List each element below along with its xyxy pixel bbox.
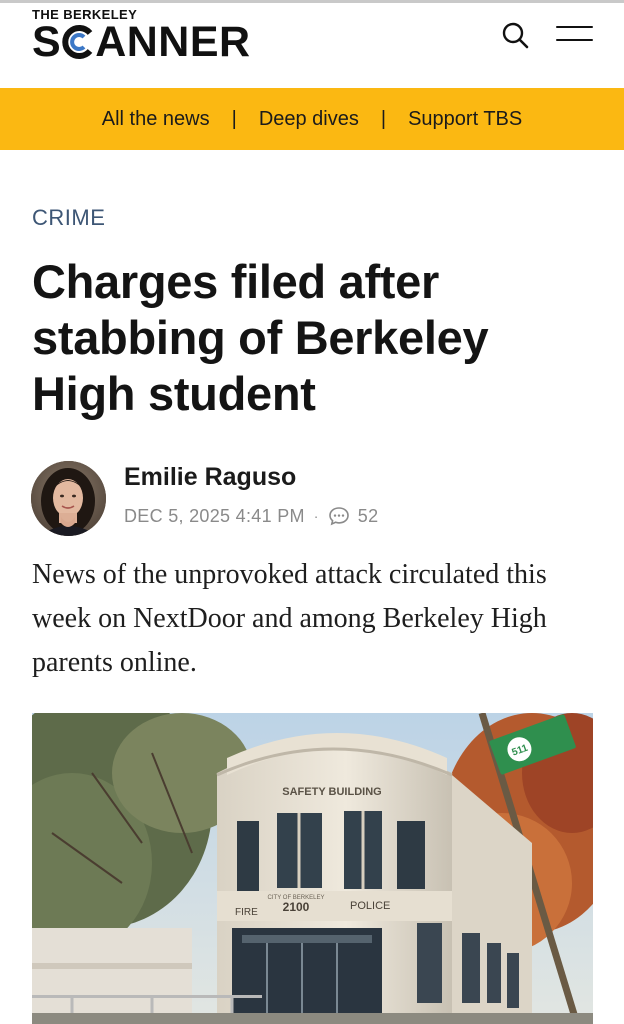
article-meta [124, 505, 378, 527]
photo-city-label: CITY OF BERKELEY [267, 895, 325, 901]
meta-separator: · [313, 508, 319, 524]
photo-address-number: 2100 [282, 900, 310, 914]
article-photo[interactable] [32, 713, 593, 1024]
logo-tagline: THE BERKELEY [32, 7, 138, 22]
search-icon [500, 20, 532, 52]
nav-deep-dives[interactable]: Deep dives [258, 107, 359, 130]
comment-bubble-icon [328, 505, 350, 527]
scanner-c-icon [60, 22, 96, 62]
logo-wordmark [32, 18, 251, 66]
photo-police-label: POLICE [350, 900, 391, 912]
nav-separator: | [231, 107, 237, 130]
menu-button[interactable] [553, 23, 595, 47]
nav-support-tbs[interactable]: Support TBS [408, 107, 523, 130]
comments-link[interactable] [328, 505, 379, 527]
article-headline: Charges filed after stabbing of Berkeley High student [32, 255, 489, 420]
photo-fire-label: FIRE [235, 907, 258, 918]
photo-building-sign: SAFETY BUILDING [282, 786, 382, 798]
site-logo[interactable] [32, 7, 251, 66]
hamburger-menu-icon [556, 26, 593, 28]
logo-wordmark-start: S [32, 18, 62, 66]
article-category[interactable]: CRIME [32, 205, 106, 230]
nav-band [0, 88, 624, 150]
nav-separator: | [380, 107, 387, 130]
photo-street-sign: 511 [510, 742, 530, 759]
logo-wordmark-end: ANNER [95, 18, 251, 66]
article-dek: News of the unprovoked attack circulated this week on NextDoor and among Berkeley High parents online. [32, 559, 547, 678]
hamburger-menu-icon-bar [556, 39, 593, 41]
nav-all-the-news[interactable]: All the news [101, 107, 210, 130]
publish-date: DEC 5, 2025 4:41 PM [124, 505, 305, 526]
comment-count: 52 [357, 505, 379, 526]
site-header [0, 3, 624, 88]
search-button[interactable] [500, 20, 532, 52]
author-name[interactable]: Emilie Raguso [124, 463, 297, 491]
author-avatar[interactable] [31, 461, 106, 536]
